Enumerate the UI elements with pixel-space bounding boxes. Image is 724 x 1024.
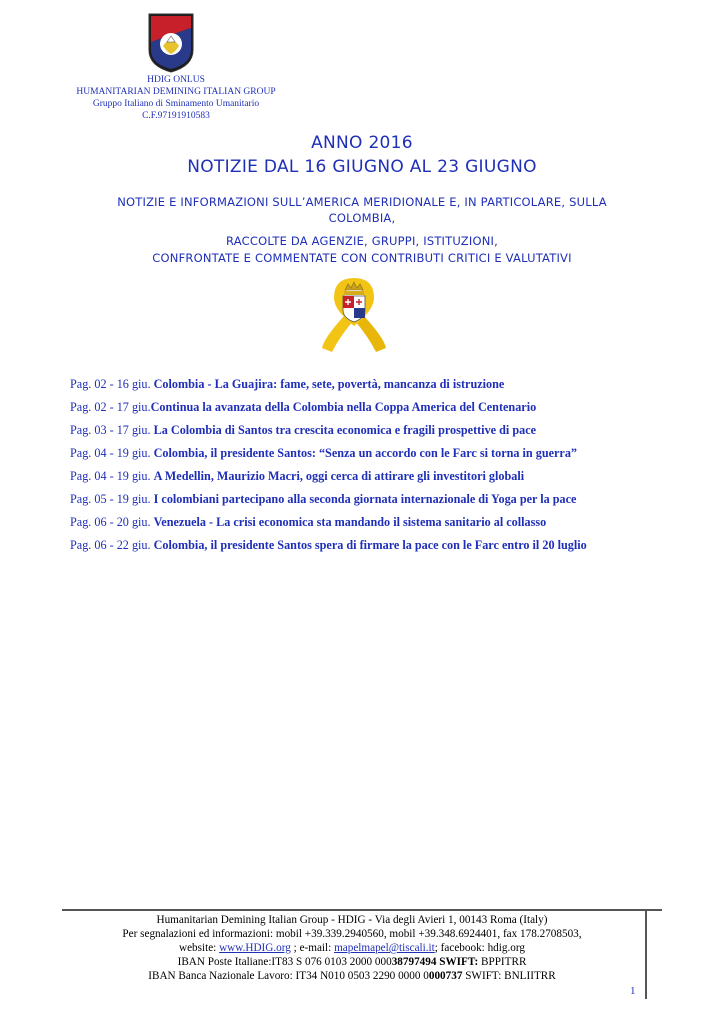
- toc-entry[interactable]: Pag. 02 - 17 giu.Continua la avanzata della Colombia nella Coppa America del Centenario: [70, 400, 537, 414]
- footer-divider: [62, 909, 662, 911]
- footer-iban-poste: IBAN Poste Italiane:IT83 S 076 0103 2000 00038797494 SWIFT: BPPITRR: [177, 956, 527, 968]
- subtitle-line-4: CONFRONTATE E COMMENTATE CON CONTRIBUTI CRITICI E VALUTATIVI: [152, 251, 572, 265]
- toc-entry[interactable]: Pag. 06 - 22 giu. Colombia, il presidente Santos spera di firmare la pace con le Farc entro il 20 luglio: [70, 538, 587, 552]
- toc-entry[interactable]: Pag. 04 - 19 giu. Colombia, il presidente Santos: “Senza un accordo con le Farc si torna in guerra”: [70, 446, 578, 460]
- subtitle-line-1: NOTIZIE E INFORMAZIONI SULL’AMERICA MERIDIONALE E, IN PARTICOLARE, SULLA: [117, 195, 607, 209]
- footer-border: [645, 909, 647, 999]
- toc-entry[interactable]: Pag. 03 - 17 giu. La Colombia di Santos tra crescita economica e fragili prospettive di pace: [70, 423, 537, 437]
- footer-iban-bnl: IBAN Banca Nazionale Lavoro: IT34 N010 0503 2290 0000 0000737 SWIFT: BNLIITRR: [148, 970, 556, 982]
- document-title-range: NOTIZIE DAL 16 GIUGNO AL 23 GIUGNO: [187, 157, 537, 177]
- page-number: 1: [630, 985, 636, 997]
- email-link[interactable]: mapelmapel@tiscali.it: [334, 942, 435, 954]
- toc-entry[interactable]: Pag. 06 - 20 giu. Venezuela - La crisi economica sta mandando il sistema sanitario al collasso: [70, 515, 547, 529]
- footer: [62, 913, 642, 983]
- yellow-ribbon-emblem: [314, 276, 394, 358]
- website-link[interactable]: www.HDIG.org: [219, 942, 291, 954]
- subtitle-line-2: COLOMBIA,: [328, 211, 396, 225]
- footer-address: Humanitarian Demining Italian Group - HDIG - Via degli Avieri 1, 00143 Roma (Italy): [156, 914, 548, 926]
- hdig-logo: [147, 12, 195, 74]
- toc-entry[interactable]: Pag. 02 - 16 giu. Colombia - La Guajira: fame, sete, povertà, mancanza di istruzione: [70, 377, 505, 391]
- subtitle-line-3: RACCOLTE DA AGENZIE, GRUPPI, ISTITUZIONI,: [226, 234, 498, 248]
- toc-entry[interactable]: Pag. 05 - 19 giu. I colombiani partecipano alla seconda giornata internazionale di Yoga per la pace: [70, 492, 577, 506]
- org-full-name: HUMANITARIAN DEMINING ITALIAN GROUP: [76, 87, 276, 97]
- footer-contacts: Per segnalazioni ed informazioni: mobil +39.339.2940560, mobil +39.348.6924401, fax 178.2708503,: [122, 928, 582, 940]
- org-name: HDIG ONLUS: [147, 75, 205, 85]
- document-title-year: ANNO 2016: [311, 133, 413, 153]
- table-of-contents: [70, 373, 710, 557]
- toc-entry[interactable]: Pag. 04 - 19 giu. A Medellin, Maurizio Macri, oggi cerca di attirare gli investitori globali: [70, 469, 525, 483]
- footer-web-line: website: www.HDIG.org ; e-mail: mapelmapel@tiscali.it; facebook: hdig.org: [179, 942, 525, 954]
- tax-code: C.F.97191910583: [142, 111, 210, 121]
- org-italian-name: Gruppo Italiano di Sminamento Umanitario: [92, 99, 260, 109]
